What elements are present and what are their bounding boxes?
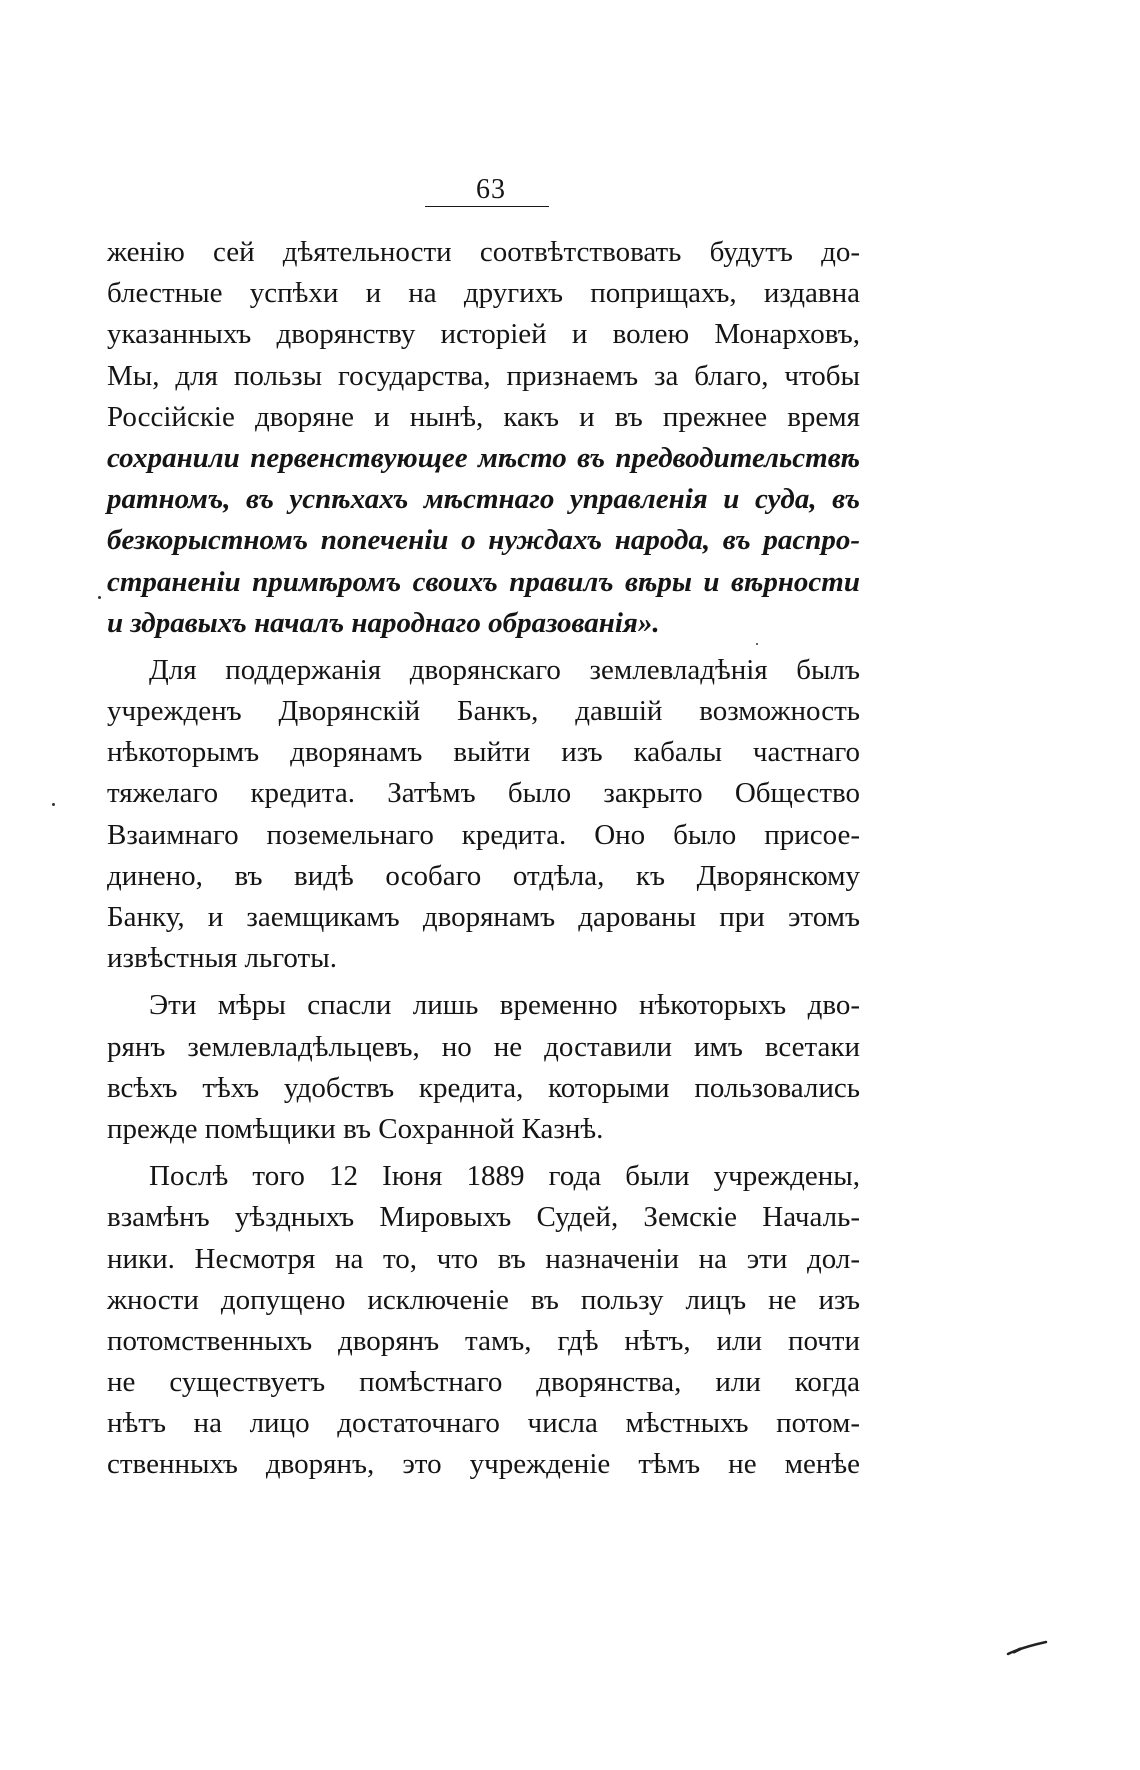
text-line: жности допущено исключеніе въ пользу лицъ не изъ: [107, 1283, 860, 1316]
text-line: Россійскіе дворяне и нынѣ, какъ и въ прежнее время: [107, 400, 860, 433]
text-line: извѣстныя льготы.: [107, 942, 337, 975]
text-line: нѣтъ на лицо достаточнаго числа мѣстныхъ потом-: [107, 1407, 860, 1440]
paragraph: [107, 985, 860, 1150]
text-line: не существуетъ помѣстнаго дворянства, или когда: [107, 1366, 860, 1399]
text-line: нѣкоторымъ дворянамъ выйти изъ кабалы частнаго: [107, 736, 860, 769]
text-line: тяжелаго кредита. Затѣмъ было закрыто Общество: [107, 777, 860, 810]
text-line: Мы, для пользы государства, признаемъ за благо, чтобы: [107, 359, 860, 392]
paragraph: [107, 1156, 860, 1486]
text-line: Послѣ того 12 Іюня 1889 года были учреждены,: [149, 1160, 860, 1193]
scan-speck: [98, 596, 101, 599]
scan-speck: [52, 803, 55, 806]
text-line: блестные успѣхи и на другихъ поприщахъ, издавна: [107, 277, 860, 310]
text-line: указанныхъ дворянству исторіей и волею Монарховъ,: [107, 318, 860, 351]
text-line: Банку, и заемщикамъ дворянамъ дарованы при этомъ: [107, 901, 860, 933]
scan-speck: [756, 643, 758, 645]
quote-line: безкорыстномъ попеченіи о нуждахъ народа, въ распро-: [107, 524, 860, 557]
quote-line: страненіи примѣромъ своихъ правилъ вѣры и вѣрности: [107, 565, 860, 598]
quote-line: сохранили первенствующее мѣсто въ предводительствѣ: [107, 441, 860, 474]
text-line: всѣхъ тѣхъ удобствъ кредита, которыми пользовались: [107, 1071, 860, 1104]
text-line: потомственныхъ дворянъ тамъ, гдѣ нѣтъ, или почти: [107, 1324, 860, 1357]
text-line: женію сей дѣятельности соотвѣтствовать будутъ до-: [107, 236, 860, 268]
text-line: ники. Несмотря на то, что въ назначеніи на эти дол-: [107, 1242, 860, 1275]
text-line: динено, въ видѣ особаго отдѣла, къ Дворянскому: [107, 859, 860, 892]
quote-line: и здравыхъ началъ народнаго образованія».: [107, 606, 660, 639]
text-line: ственныхъ дворянъ, это учрежденіе тѣмъ не менѣе: [107, 1448, 860, 1481]
page-number: 63: [476, 174, 506, 205]
text-line: Эти мѣры спасли лишь временно нѣкоторыхъ дво-: [149, 989, 860, 1022]
text-line: рянъ землевладѣльцевъ, но не доставили имъ всетаки: [107, 1030, 860, 1063]
paragraph: [107, 232, 860, 644]
text-line: учрежденъ Дворянскій Банкъ, давшій возможность: [107, 695, 860, 728]
text-line: прежде помѣщики въ Сохранной Казнѣ.: [107, 1112, 604, 1145]
text-line: Для поддержанія дворянскаго землевладѣнія былъ: [149, 653, 860, 686]
body-text: [107, 232, 860, 1486]
pen-stroke-mark: [1006, 1640, 1048, 1656]
text-line: взамѣнъ уѣздныхъ Мировыхъ Судей, Земскіе Началь-: [107, 1201, 860, 1234]
page-number-rule: [425, 206, 549, 207]
quote-line: ратномъ, въ успѣхахъ мѣстнаго управленія и суда, въ: [107, 483, 860, 516]
text-line: Взаимнаго поземельнаго кредита. Оно было присое-: [107, 818, 860, 851]
paragraph: [107, 650, 860, 980]
